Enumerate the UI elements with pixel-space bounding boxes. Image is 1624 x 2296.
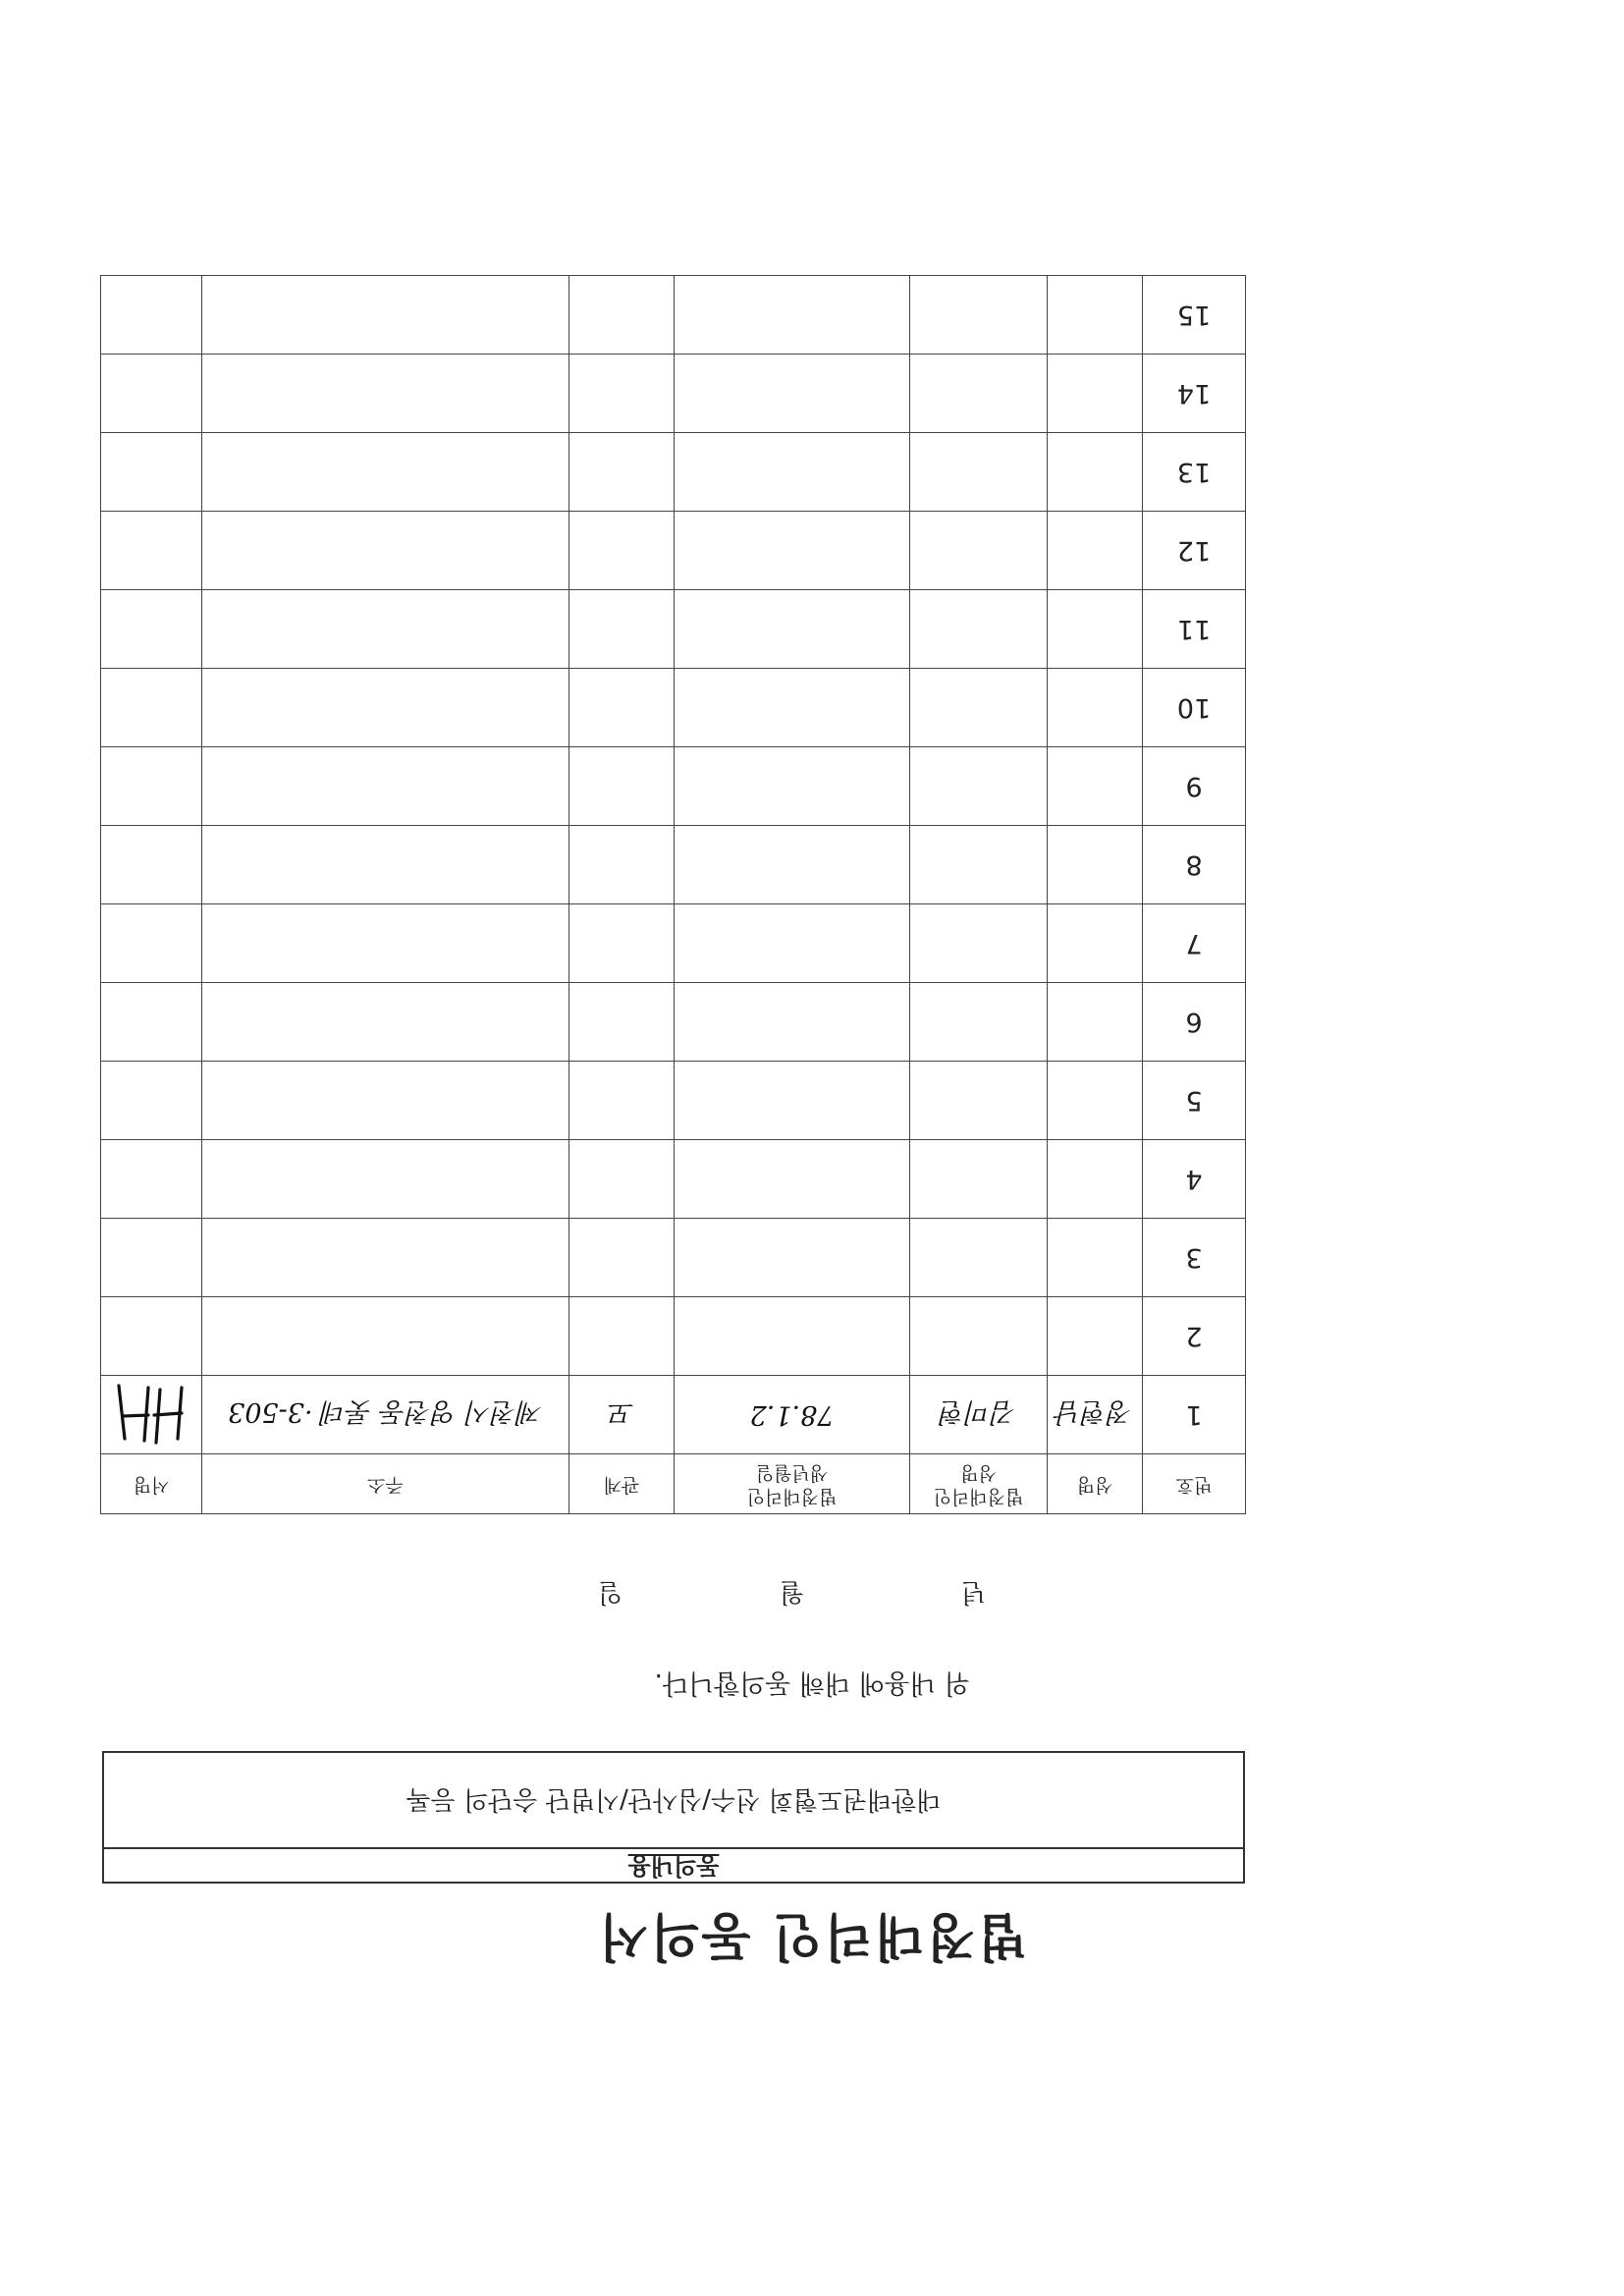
cell-relation[interactable] [569,1140,675,1219]
cell-signature[interactable] [101,904,202,983]
cell-no: 6 [1143,983,1246,1062]
cell-no: 4 [1143,1140,1246,1219]
handwritten-signature [107,1381,195,1449]
cell-no: 15 [1143,276,1246,355]
cell-guardian-name[interactable] [910,983,1048,1062]
consent-header-label: 동의내용 [627,1852,720,1880]
cell-name[interactable]: 정현남 [1048,1376,1143,1454]
cell-name[interactable] [1048,1219,1143,1297]
cell-no: 1 [1143,1376,1246,1454]
cell-signature[interactable] [101,826,202,904]
cell-no: 13 [1143,433,1246,512]
cell-address[interactable] [202,669,569,747]
cell-name[interactable] [1048,983,1143,1062]
cell-guardian-birth[interactable] [675,669,910,747]
cell-name[interactable] [1048,1062,1143,1140]
cell-signature[interactable] [101,1297,202,1376]
cell-signature[interactable] [101,747,202,826]
table-row [101,669,1246,747]
cell-name[interactable] [1048,747,1143,826]
cell-address[interactable] [202,747,569,826]
cell-guardian-name[interactable] [910,826,1048,904]
cell-address[interactable] [202,276,569,355]
cell-address[interactable] [202,433,569,512]
cell-no: 9 [1143,747,1246,826]
header-guardian-birth-line2: 생년월일 [755,1462,829,1484]
cell-address[interactable] [202,1219,569,1297]
cell-name[interactable] [1048,669,1143,747]
cell-signature[interactable] [101,355,202,433]
table-header-row [101,1454,1246,1514]
cell-no: 11 [1143,590,1246,669]
cell-guardian-name[interactable] [910,590,1048,669]
cell-relation[interactable] [569,747,675,826]
cell-no: 5 [1143,1062,1246,1140]
cell-guardian-name[interactable] [910,904,1048,983]
header-name: 성명 [1048,1454,1143,1514]
date-day-label: 일 [597,1577,623,1607]
cell-relation[interactable] [569,904,675,983]
cell-address[interactable] [202,512,569,590]
cell-signature[interactable] [101,512,202,590]
cell-guardian-birth[interactable] [675,983,910,1062]
cell-guardian-birth[interactable] [675,1062,910,1140]
cell-relation[interactable] [569,669,675,747]
date-line [593,1577,986,1613]
table-row [101,433,1246,512]
header-guardian-birth-line1: 법정대리인 [746,1485,838,1507]
cell-address[interactable] [202,1140,569,1219]
cell-guardian-name[interactable] [910,355,1048,433]
cell-name[interactable] [1048,276,1143,355]
cell-signature[interactable] [101,1219,202,1297]
cell-relation[interactable] [569,1219,675,1297]
consent-header [104,1847,1243,1882]
cell-guardian-birth[interactable] [675,590,910,669]
cell-name[interactable] [1048,355,1143,433]
cell-name[interactable] [1048,590,1143,669]
cell-relation[interactable] [569,276,675,355]
header-guardian-name-line2: 성명 [960,1462,997,1484]
cell-name[interactable] [1048,1297,1143,1376]
cell-name[interactable] [1048,1140,1143,1219]
table-row [101,276,1246,355]
cell-guardian-name[interactable] [910,1140,1048,1219]
cell-guardian-name[interactable] [910,433,1048,512]
table-row [101,1140,1246,1219]
table-row [101,590,1246,669]
table-row [101,1297,1246,1376]
cell-guardian-birth[interactable] [675,747,910,826]
cell-signature[interactable] [101,433,202,512]
cell-no: 12 [1143,512,1246,590]
consent-body: 대한태권도협회 선수/심사단/시범단 승단의 등록 [406,1784,942,1814]
consent-box [102,1751,1245,1884]
cell-relation[interactable] [569,512,675,590]
cell-guardian-name[interactable] [910,747,1048,826]
cell-relation[interactable]: 모 [569,1376,675,1454]
cell-name[interactable] [1048,826,1143,904]
cell-no: 10 [1143,669,1246,747]
cell-relation[interactable] [569,590,675,669]
cell-address[interactable] [202,826,569,904]
consent-statement: 위 내용에 대해 동의합니다. [654,1667,970,1698]
cell-no: 2 [1143,1297,1246,1376]
cell-relation[interactable] [569,355,675,433]
cell-signature[interactable] [101,1062,202,1140]
cell-signature[interactable] [101,1376,202,1454]
header-no: 번호 [1143,1454,1246,1514]
cell-address[interactable] [202,355,569,433]
cell-relation[interactable] [569,1062,675,1140]
header-signature: 서명 [101,1454,202,1514]
table-row [101,826,1246,904]
cell-guardian-name[interactable]: 김미현 [910,1376,1048,1454]
date-month-label: 월 [779,1577,804,1607]
cell-guardian-birth[interactable] [675,1219,910,1297]
cell-relation[interactable] [569,983,675,1062]
guardian-table [100,275,1246,1514]
cell-guardian-name[interactable] [910,276,1048,355]
cell-name[interactable] [1048,433,1143,512]
cell-guardian-birth[interactable] [675,904,910,983]
document-title: 법정대리인 동의서 [597,1906,1027,1965]
cell-guardian-name[interactable] [910,1062,1048,1140]
table-row [101,983,1246,1062]
cell-guardian-name[interactable] [910,1219,1048,1297]
table-row [101,1219,1246,1297]
header-address: 주소 [202,1454,569,1514]
cell-guardian-name[interactable] [910,512,1048,590]
table-row [101,1376,1246,1454]
table-row [101,355,1246,433]
table-row [101,512,1246,590]
cell-address[interactable] [202,1297,569,1376]
table-row [101,904,1246,983]
table-row [101,1062,1246,1140]
cell-relation[interactable] [569,433,675,512]
cell-guardian-birth[interactable] [675,1297,910,1376]
cell-no: 8 [1143,826,1246,904]
cell-guardian-birth[interactable] [675,433,910,512]
cell-name[interactable] [1048,512,1143,590]
cell-signature[interactable] [101,669,202,747]
cell-relation[interactable] [569,1297,675,1376]
cell-guardian-birth[interactable] [675,355,910,433]
cell-signature[interactable] [101,983,202,1062]
header-guardian-birth [675,1454,910,1514]
cell-guardian-birth[interactable] [675,826,910,904]
cell-guardian-birth[interactable] [675,1140,910,1219]
cell-guardian-birth[interactable] [675,276,910,355]
cell-address[interactable] [202,983,569,1062]
cell-address[interactable]: 제천시 영천동 롯데 ·3-503 [202,1376,569,1454]
cell-address[interactable] [202,1062,569,1140]
cell-address[interactable] [202,904,569,983]
cell-address[interactable] [202,590,569,669]
cell-signature[interactable] [101,1140,202,1219]
cell-guardian-name[interactable] [910,1297,1048,1376]
header-guardian-name [910,1454,1048,1514]
cell-no: 3 [1143,1219,1246,1297]
cell-guardian-name[interactable] [910,669,1048,747]
header-relation: 관계 [569,1454,675,1514]
cell-no: 7 [1143,904,1246,983]
cell-guardian-birth[interactable]: 78.1.2 [675,1376,910,1454]
table-row [101,747,1246,826]
header-guardian-name-line1: 법정대리인 [933,1485,1024,1507]
cell-relation[interactable] [569,826,675,904]
cell-signature[interactable] [101,276,202,355]
date-year-label: 년 [960,1577,986,1607]
cell-guardian-birth[interactable] [675,512,910,590]
cell-signature[interactable] [101,590,202,669]
cell-name[interactable] [1048,904,1143,983]
cell-no: 14 [1143,355,1246,433]
